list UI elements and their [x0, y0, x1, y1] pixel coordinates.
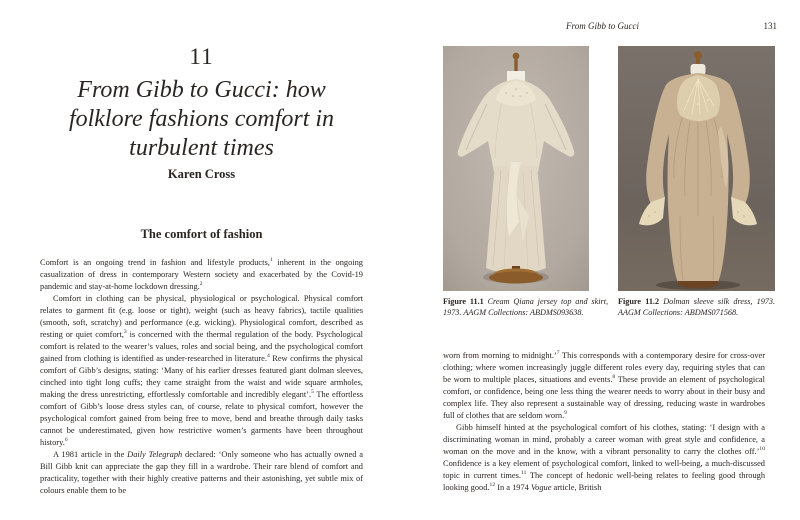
figure-11-1-caption: Figure 11.1 Cream Qiana jersey top and skirt, 1973. AAGM Collections: ABDMS093638.: [443, 297, 609, 317]
paragraph: Comfort is an ongoing trend in fashion and lifestyle products,$^1$ inherent in the ongoing casualization of dress in contemporary Western society and exacerbated by the Covid-19 pandemic and stay-at-home lockdown dressing.$^2$: [40, 257, 363, 291]
figure-11-1-image: [443, 46, 608, 291]
chapter-number: 11: [189, 44, 214, 69]
dress-photo-2: [618, 46, 775, 291]
right-page-body: [443, 350, 765, 494]
section-heading: The comfort of fashion: [140, 227, 263, 241]
running-header: From Gibb to Gucci: [566, 21, 639, 31]
right-page: [430, 0, 775, 520]
chapter-title-line-2: folklore fashions comfort in: [68, 106, 335, 132]
figures-row: [443, 46, 775, 319]
figure-11-2-caption: Figure 11.2 Dolman sleeve silk dress, 1973. AAGM Collections: ABDMS071568.: [618, 297, 776, 317]
chapter-title: [20, 76, 383, 163]
paragraph: Comfort in clothing can be physical, physiological or psychological. Physical comfort relates to garment fit (e.g. loose or tight), weight (such as heavy fabrics), tactile qualities (smooth, soft, scratchy) and performance (e.g. wicking). Physiological comfort, described as resting or quiet comfort,$^3$ is concerned with the thermal regulation of the body. Psychological comfort is related to the wearer’s values, roles and social being, and the psychological comfort gained from clothing is identified as under-researched in literature.$^4$ Rew confirms the physical comfort of Gibb’s designs, stating: ‘Many of his earlier dresses featured giant dolman sleeves, cinched into tight long cuffs; they came straight from the waist and wide square armholes, making the dress unrestricting, effortlessly comfortable and incredibly elegant’.$^5$ The effortless comfort of Gibb’s loose dress styles can, of course, relate to physical comfort, however the psychological comfort gained from being free to move, bend and breathe through daily tasks cannot be underestimated, given how restrictive women’s garments have been throughout history.$^6$: [40, 294, 363, 447]
left-page-body: [40, 257, 363, 497]
figure-11-2: [618, 46, 775, 319]
paragraph: worn from morning to midnight.’$^7$ This corresponds with a contemporary desire for cross-over clothing; where women increasingly juggle different roles every day, requiring styles that can be worn to multiple places, situations and events.$^8$ These provide an element of psychological comfort, or confidence, being one less thing the wearer needs to worry about in their busy and complex life. They also represent a sustainable way of dressing, reducing waste in wardrobes full of clothes that are seldom worn.$^9$: [443, 350, 766, 420]
page-number: 131: [763, 21, 777, 31]
chapter-title-line-1: From Gibb to Gucci: how: [77, 77, 326, 103]
paragraph: Gibb himself hinted at the psychological comfort of his clothes, stating: ‘I design with a discriminating woman in mind, probably a career woman with great style and confidence, a woman on the move and in the know, with a vibrant personality to carry the clothes off.’$^{10}$ Confidence is a key element of psychological comfort, linked to well-being, a much-discussed topic in current times.$^{11}$ The concept of hedonic well-being relates to feeling good through looking good.$^{12}$ In a 1974 Vogue article, British: [443, 423, 766, 492]
left-page: [40, 0, 363, 520]
author-name: Karen Cross: [167, 167, 236, 181]
dress-photo-1: [443, 46, 589, 291]
figure-11-2-image: [618, 46, 775, 291]
paragraph: A 1981 article in the Daily Telegraph declared: ‘Only someone who has actually owned a Bill Gibb knit can appreciate the gap they fill in a wardrobe. Their rare blend of comfort and practicality, together with their highly creative patterns and their astonishing, yet subtle mix of colours enable them to be: [40, 450, 363, 495]
figure-11-1: [443, 46, 608, 319]
chapter-title-line-3: turbulent times: [129, 135, 274, 161]
